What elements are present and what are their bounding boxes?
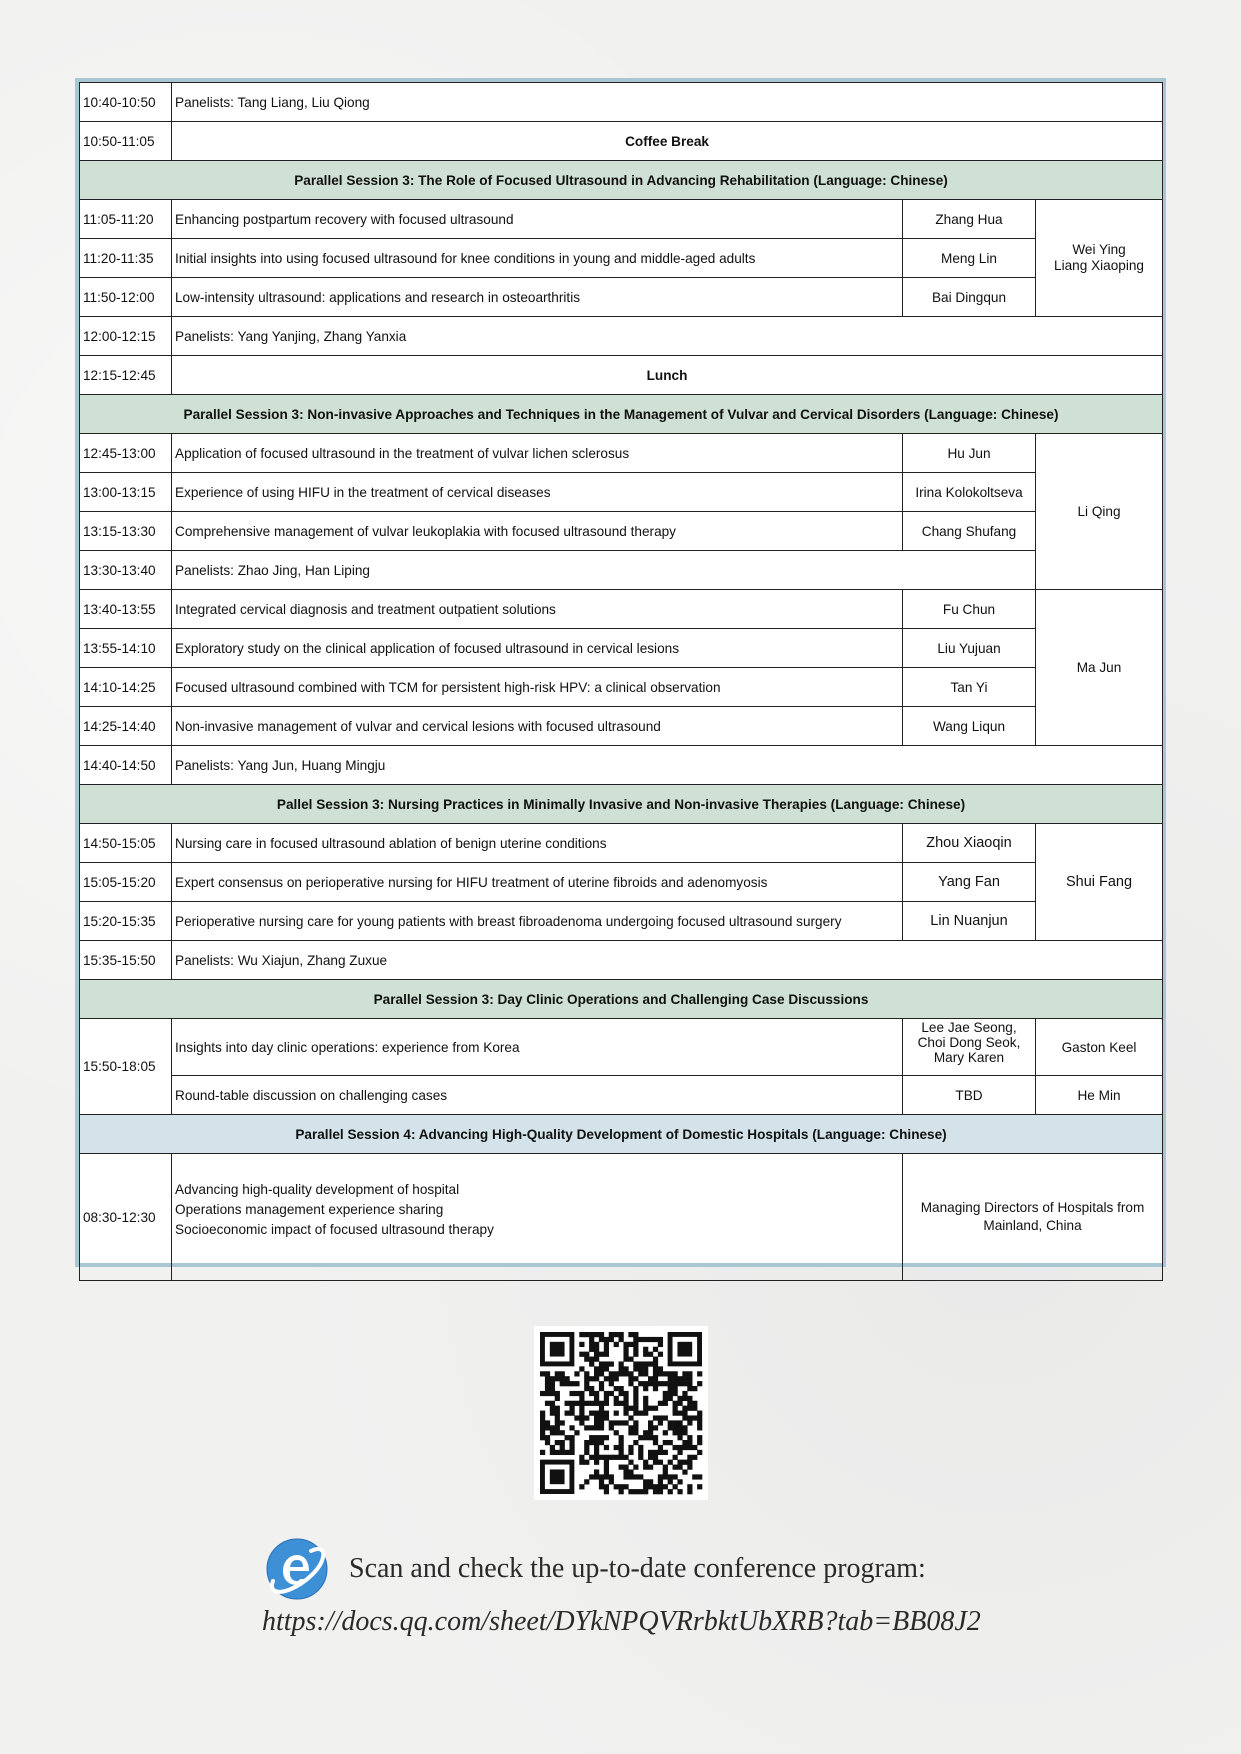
speaker-cell: Zhang Hua [903, 200, 1036, 239]
time-cell: 12:15-12:45 [80, 356, 172, 395]
session-header-nursing [80, 785, 1163, 824]
moderator-cell: He Min [1036, 1076, 1163, 1115]
session-title: Parallel Session 3: Day Clinic Operations and Challenging Case Discussions [80, 980, 1163, 1019]
time-cell: 10:50-11:05 [80, 122, 172, 161]
qr-code-icon[interactable] [534, 1326, 708, 1500]
table-row [80, 278, 1163, 317]
moderator-name: Wei Ying [1072, 242, 1126, 257]
time-cell: 15:20-15:35 [80, 902, 172, 941]
table-row [80, 200, 1163, 239]
moderator-cell: Li Qing [1036, 434, 1163, 590]
topic-cell [172, 1154, 903, 1281]
topic-cell: Focused ultrasound combined with TCM for persistent high-risk HPV: a clinical observation [172, 668, 903, 707]
topic-line: Socioeconomic impact of focused ultrasound therapy [175, 1222, 494, 1237]
program-table-frame [75, 78, 1166, 1267]
speaker-name: Choi Dong Seok, [917, 1035, 1021, 1050]
internet-explorer-icon [265, 1537, 329, 1601]
speaker-cell: TBD [903, 1076, 1036, 1115]
time-cell: 11:20-11:35 [80, 239, 172, 278]
time-cell: 13:40-13:55 [80, 590, 172, 629]
table-row [80, 941, 1163, 980]
topic-cell: Exploratory study on the clinical application of focused ultrasound in cervical lesions [172, 629, 903, 668]
time-cell: 13:00-13:15 [80, 473, 172, 512]
speaker-line: Managing Directors of Hospitals from [920, 1200, 1145, 1215]
table-row [80, 590, 1163, 629]
table-row [80, 83, 1163, 122]
time-cell: 08:30-12:30 [80, 1154, 172, 1281]
session-header-vulvar-cervical [80, 395, 1163, 434]
speaker-cell: Wang Liqun [903, 707, 1036, 746]
topic-cell: Expert consensus on perioperative nursing for HIFU treatment of uterine fibroids and adenomyosis [172, 863, 903, 902]
speaker-cell: Fu Chun [903, 590, 1036, 629]
topic-line: Advancing high-quality development of hospital [175, 1182, 460, 1197]
table-row [80, 317, 1163, 356]
lunch-cell: Lunch [172, 356, 1163, 395]
table-row [80, 1076, 1163, 1115]
topic-cell: Experience of using HIFU in the treatment of cervical diseases [172, 473, 903, 512]
qr-code-graphic [534, 1326, 708, 1500]
panelists-cell: Panelists: Yang Jun, Huang Mingju [172, 746, 1163, 785]
session-title: Pallel Session 3: Nursing Practices in Minimally Invasive and Non-invasive Therapies (Language: Chinese) [80, 785, 1163, 824]
table-row [80, 824, 1163, 863]
moderator-cell [1036, 200, 1163, 317]
speaker-cell: Irina Kolokoltseva [903, 473, 1036, 512]
panelists-cell: Panelists: Zhao Jing, Han Liping [172, 551, 1036, 590]
session-title: Parallel Session 3: Non-invasive Approaches and Techniques in the Management of Vulvar and Cervical Disorders (Language: Chinese) [80, 395, 1163, 434]
time-cell: 12:45-13:00 [80, 434, 172, 473]
session-header-rehabilitation [80, 161, 1163, 200]
session-header-day-clinic [80, 980, 1163, 1019]
panelists-cell: Panelists: Yang Yanjing, Zhang Yanxia [172, 317, 1163, 356]
table-row [80, 1019, 1163, 1076]
coffee-break-cell: Coffee Break [172, 122, 1163, 161]
panelists-cell: Panelists: Wu Xiajun, Zhang Zuxue [172, 941, 1163, 980]
table-row [80, 1154, 1163, 1281]
speaker-cell: Zhou Xiaoqin [903, 824, 1036, 863]
topic-cell: Comprehensive management of vulvar leukoplakia with focused ultrasound therapy [172, 512, 903, 551]
topic-cell: Low-intensity ultrasound: applications and research in osteoarthritis [172, 278, 903, 317]
speaker-cell: Yang Fan [903, 863, 1036, 902]
speaker-cell [903, 1154, 1163, 1281]
time-cell: 13:30-13:40 [80, 551, 172, 590]
speaker-cell [903, 1019, 1036, 1076]
scan-row [265, 1536, 985, 1602]
time-cell: 14:50-15:05 [80, 824, 172, 863]
program-table [79, 82, 1163, 1281]
session-header-hospitals [80, 1115, 1163, 1154]
topic-cell: Insights into day clinic operations: experience from Korea [172, 1019, 903, 1076]
time-cell: 15:50-18:05 [80, 1019, 172, 1115]
session-title: Parallel Session 4: Advancing High-Quality Development of Domestic Hospitals (Language: Chinese) [80, 1115, 1163, 1154]
topic-cell: Integrated cervical diagnosis and treatment outpatient solutions [172, 590, 903, 629]
table-row [80, 668, 1163, 707]
time-cell: 14:10-14:25 [80, 668, 172, 707]
table-row [80, 473, 1163, 512]
time-cell: 13:15-13:30 [80, 512, 172, 551]
speaker-cell: Bai Dingqun [903, 278, 1036, 317]
scan-instruction: Scan and check the up-to-date conference program: [349, 1553, 926, 1584]
panelists-cell: Panelists: Tang Liang, Liu Qiong [172, 83, 1163, 122]
moderator-cell: Shui Fang [1036, 824, 1163, 941]
time-cell: 14:40-14:50 [80, 746, 172, 785]
speaker-name: Mary Karen [933, 1050, 1005, 1065]
moderator-cell: Ma Jun [1036, 590, 1163, 746]
speaker-cell: Lin Nuanjun [903, 902, 1036, 941]
table-row [80, 863, 1163, 902]
time-cell: 10:40-10:50 [80, 83, 172, 122]
topic-cell: Round-table discussion on challenging cases [172, 1076, 903, 1115]
speaker-cell: Meng Lin [903, 239, 1036, 278]
table-row [80, 512, 1163, 551]
topic-cell: Perioperative nursing care for young patients with breast fibroadenoma undergoing focused ultrasound surgery [172, 902, 903, 941]
time-cell: 11:50-12:00 [80, 278, 172, 317]
table-row [80, 356, 1163, 395]
table-row [80, 239, 1163, 278]
topic-cell: Application of focused ultrasound in the treatment of vulvar lichen sclerosus [172, 434, 903, 473]
table-row [80, 902, 1163, 941]
time-cell: 15:35-15:50 [80, 941, 172, 980]
moderator-name: Liang Xiaoping [1054, 258, 1144, 273]
program-url-link[interactable]: https://docs.qq.com/sheet/DYkNPQVRrbktUbXRB?tab=BB08J2 [262, 1606, 981, 1637]
speaker-cell: Chang Shufang [903, 512, 1036, 551]
speaker-line: Mainland, China [983, 1218, 1082, 1233]
time-cell: 14:25-14:40 [80, 707, 172, 746]
topic-cell: Non-invasive management of vulvar and cervical lesions with focused ultrasound [172, 707, 903, 746]
time-cell: 13:55-14:10 [80, 629, 172, 668]
speaker-cell: Tan Yi [903, 668, 1036, 707]
session-title: Parallel Session 3: The Role of Focused Ultrasound in Advancing Rehabilitation (Language: Chinese) [80, 161, 1163, 200]
speaker-name: Lee Jae Seong, [921, 1020, 1017, 1035]
time-cell: 12:00-12:15 [80, 317, 172, 356]
topic-line: Operations management experience sharing [175, 1202, 444, 1217]
topic-cell: Initial insights into using focused ultrasound for knee conditions in young and middle-aged adults [172, 239, 903, 278]
moderator-cell: Gaston Keel [1036, 1019, 1163, 1076]
speaker-cell: Hu Jun [903, 434, 1036, 473]
table-row [80, 434, 1163, 473]
table-row [80, 551, 1163, 590]
time-cell: 15:05-15:20 [80, 863, 172, 902]
topic-cell: Enhancing postpartum recovery with focused ultrasound [172, 200, 903, 239]
table-row [80, 629, 1163, 668]
table-row [80, 707, 1163, 746]
table-row [80, 122, 1163, 161]
speaker-cell: Liu Yujuan [903, 629, 1036, 668]
topic-cell: Nursing care in focused ultrasound ablation of benign uterine conditions [172, 824, 903, 863]
table-row [80, 746, 1163, 785]
time-cell: 11:05-11:20 [80, 200, 172, 239]
